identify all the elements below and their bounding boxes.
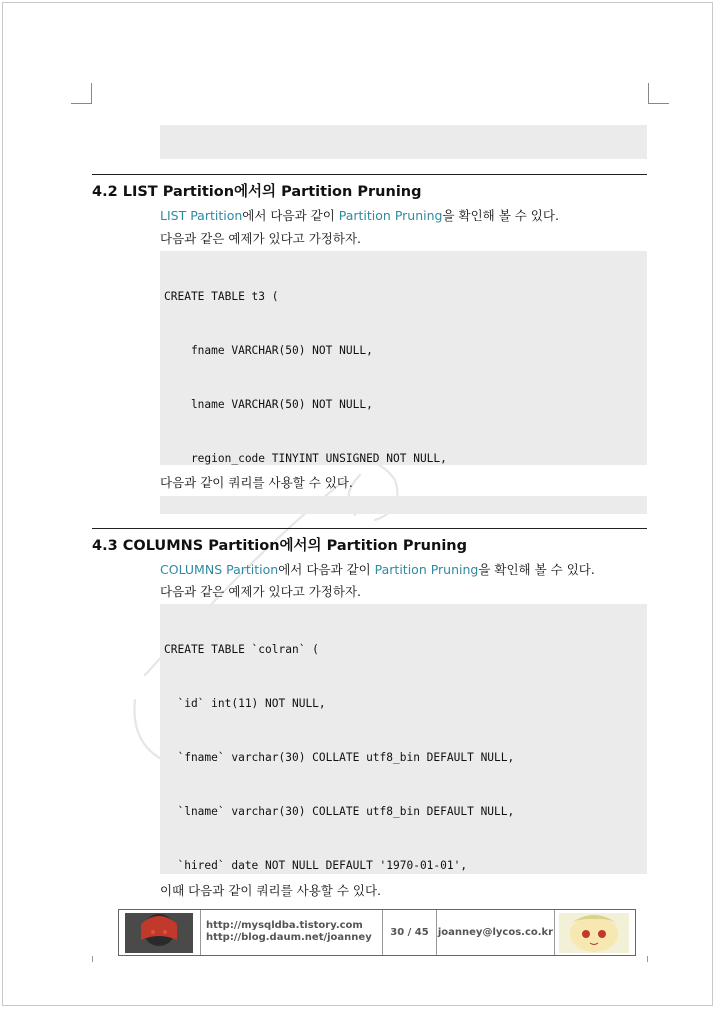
footer-link-tistory[interactable]: http://mysqldba.tistory.com (206, 920, 363, 931)
avatar-image-left (119, 910, 199, 955)
crop-mark-bottom-right (647, 956, 648, 962)
code-line: lname VARCHAR(50) NOT NULL, (164, 398, 373, 411)
section-4-2-intro (160, 206, 559, 224)
code-line: `id` int(11) NOT NULL, (164, 697, 326, 710)
intro-text: 에서 다음과 같이 (278, 562, 375, 577)
avatar-image-right (555, 910, 633, 955)
code-line: `hired` date NOT NULL DEFAULT '1970-01-01', (164, 859, 468, 872)
section-heading-4-3: 4.3 COLUMNS Partition에서의 Partition Pruning (92, 538, 467, 554)
term-partition-pruning: Partition Pruning (374, 562, 479, 577)
author-avatar-right (555, 910, 635, 955)
section-rule (92, 528, 647, 529)
code-line: CREATE TABLE `colran` ( (164, 643, 319, 656)
code-line: `fname` varchar(30) COLLATE utf8_bin DEFAULT NULL, (164, 751, 515, 764)
footer-email[interactable]: joanney@lycos.co.kr (437, 910, 555, 955)
section-4-3-query-intro: 이때 다음과 같이 쿼리를 사용할 수 있다. (160, 883, 382, 898)
page-footer (118, 909, 636, 956)
crop-mark-top-left (71, 83, 92, 104)
crop-mark-bottom-left (92, 956, 93, 962)
code-line: fname VARCHAR(50) NOT NULL, (164, 344, 373, 357)
term-partition-pruning: Partition Pruning (338, 208, 443, 223)
section-heading-4-2: 4.2 LIST Partition에서의 Partition Pruning (92, 184, 422, 200)
term-list-partition: LIST Partition (160, 208, 243, 223)
author-avatar-left (119, 910, 201, 955)
intro-text: 에서 다음과 같이 (242, 208, 339, 223)
code-line: `lname` varchar(30) COLLATE utf8_bin DEFAULT NULL, (164, 805, 515, 818)
code-block-select-t3 (160, 496, 647, 514)
crop-mark-top-right (648, 83, 669, 104)
section-rule (92, 174, 647, 175)
code-line: region_code TINYINT UNSIGNED NOT NULL, (164, 452, 447, 465)
term-columns-partition: COLUMNS Partition (160, 562, 279, 577)
page-number: 30 / 45 (383, 910, 437, 955)
footer-links (201, 910, 383, 955)
footer-link-daum[interactable]: http://blog.daum.net/joanney (206, 932, 372, 943)
code-block-create-colran (160, 604, 647, 874)
section-4-2-assume: 다음과 같은 예제가 있다고 가정하자. (160, 231, 361, 246)
code-line: CREATE TABLE t3 ( (164, 290, 279, 303)
section-4-3-intro (160, 560, 595, 578)
intro-text-end: 을 확인해 볼 수 있다. (478, 562, 595, 577)
section-4-2-query-intro: 다음과 같이 쿼리를 사용할 수 있다. (160, 475, 353, 490)
section-4-3-assume: 다음과 같은 예제가 있다고 가정하자. (160, 584, 361, 599)
code-block-create-t3 (160, 251, 647, 465)
intro-text-end: 을 확인해 볼 수 있다. (442, 208, 559, 223)
code-block-delete (160, 125, 647, 159)
